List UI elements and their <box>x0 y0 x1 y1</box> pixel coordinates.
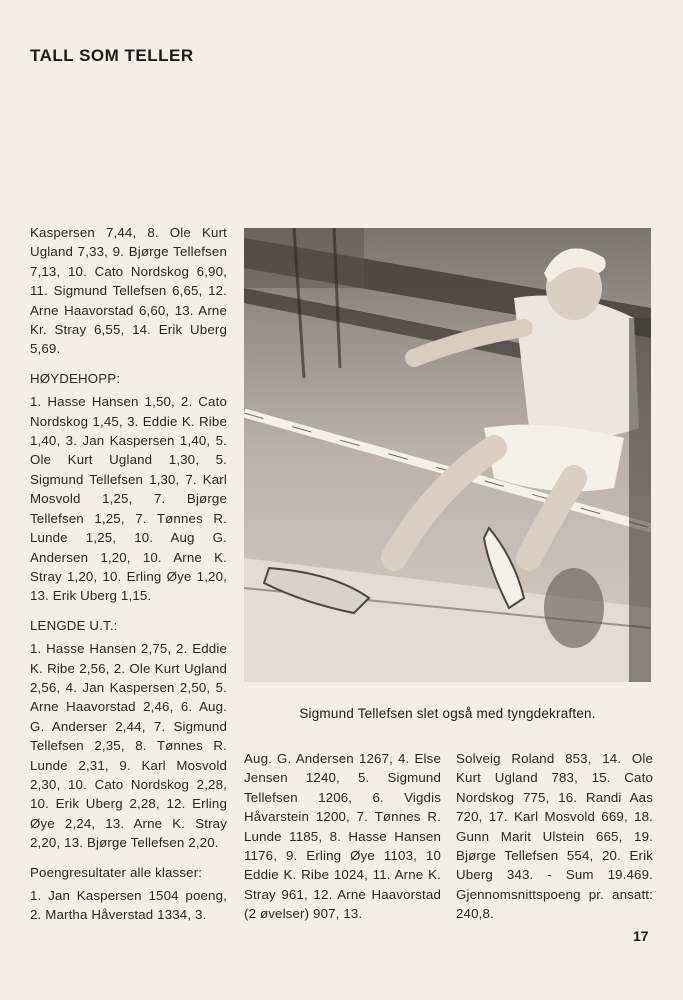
points-results-final: Solveig Roland 853, 14. Ole Kurt Ugland 783, 15. Cato Nordskog 775, 16. Randi Aas 720, 17. Karl Mosvold 669, 18. Gunn Marit Ulstein 665, 19. Bjørge Tellefsen 554, 20. Erik Uberg 343. - Sum 19.469. Gjennomsnittspoeng pr. ansatt: 240,8. <box>456 751 653 922</box>
high-jump-photo <box>244 228 651 682</box>
page-number: 17 <box>633 928 649 944</box>
results-continuation: Kaspersen 7,44, 8. Ole Kurt Ugland 7,33, 9. Bjørge Tellefsen 7,13, 10. Cato Nordskog 6,90, 11. Sigmund Tellefsen 6,65, 12. Arne Haavorstad 6,60, 13. Arne Kr. Stray 6,55, 14. Erik Uberg 5,69. <box>30 225 227 357</box>
left-text-column <box>30 223 227 925</box>
points-results: 1. Jan Kaspersen 1504 poeng, 2. Martha Håverstad 1334, 3. <box>30 888 227 923</box>
page-title: TALL SOM TELLER <box>30 46 194 65</box>
long-jump-heading: LENGDE U.T.: <box>30 617 118 633</box>
high-jump-results: 1. Hasse Hansen 1,50, 2. Cato Nordskog 1,45, 3. Eddie K. Ribe 1,40, 3. Jan Kaspersen 1,40, 5. Ole Kurt Ugland 1,30, 5. Sigmund Tellefsen 1,30, 7. Karl Mosvold 1,25, 7. Bjørge Tellefsen 1,25, 7. Tønnes R. Lunde 1,25, 10. Aug G. Andersen 1,20, 10. Arne K. Stray 1,20, 10. Erling Øye 1,20, 13. Erik Uberg 1,15. <box>30 394 227 604</box>
points-results-continued: Aug. G. Andersen 1267, 4. Else Jensen 1240, 5. Sigmund Tellefsen 1206, 6. Vigdis Håvarstein 1200, 7. Tønnes R. Lunde 1185, 8. Hasse Hansen 1176, 9. Erling Øye 1103, 10 Eddie K. Ribe 1024, 11. Arne K. Stray 961, 12. Arne Haavorstad (2 øvelser) 907, 13. <box>244 751 441 922</box>
points-heading: Poengresultater alle klasser: <box>30 864 203 880</box>
long-jump-results: 1. Hasse Hansen 2,75, 2. Eddie K. Ribe 2,56, 2. Ole Kurt Ugland 2,56, 4. Jan Kaspersen 2,50, 5. Arne Haavorstad 2,46, 6. Aug. G. Anderser 2,44, 7. Sigmund Tellefsen 2,35, 8. Tønnes R. Lunde 2,31, 9. Karl Mosvold 2,30, 10. Cato Nordskog 2,28, 10. Erik Uberg 2,28, 12. Erling Øye 2,24, 13. Arne K. Stray 2,20, 13. Bjørge Tellefsen 2,20. <box>30 641 227 851</box>
high-jump-heading: HØYDEHOPP: <box>30 370 121 386</box>
right-text-column <box>456 749 653 924</box>
photo-caption: Sigmund Tellefsen slet også med tyngdekraften. <box>299 706 596 721</box>
middle-text-column <box>244 749 441 924</box>
